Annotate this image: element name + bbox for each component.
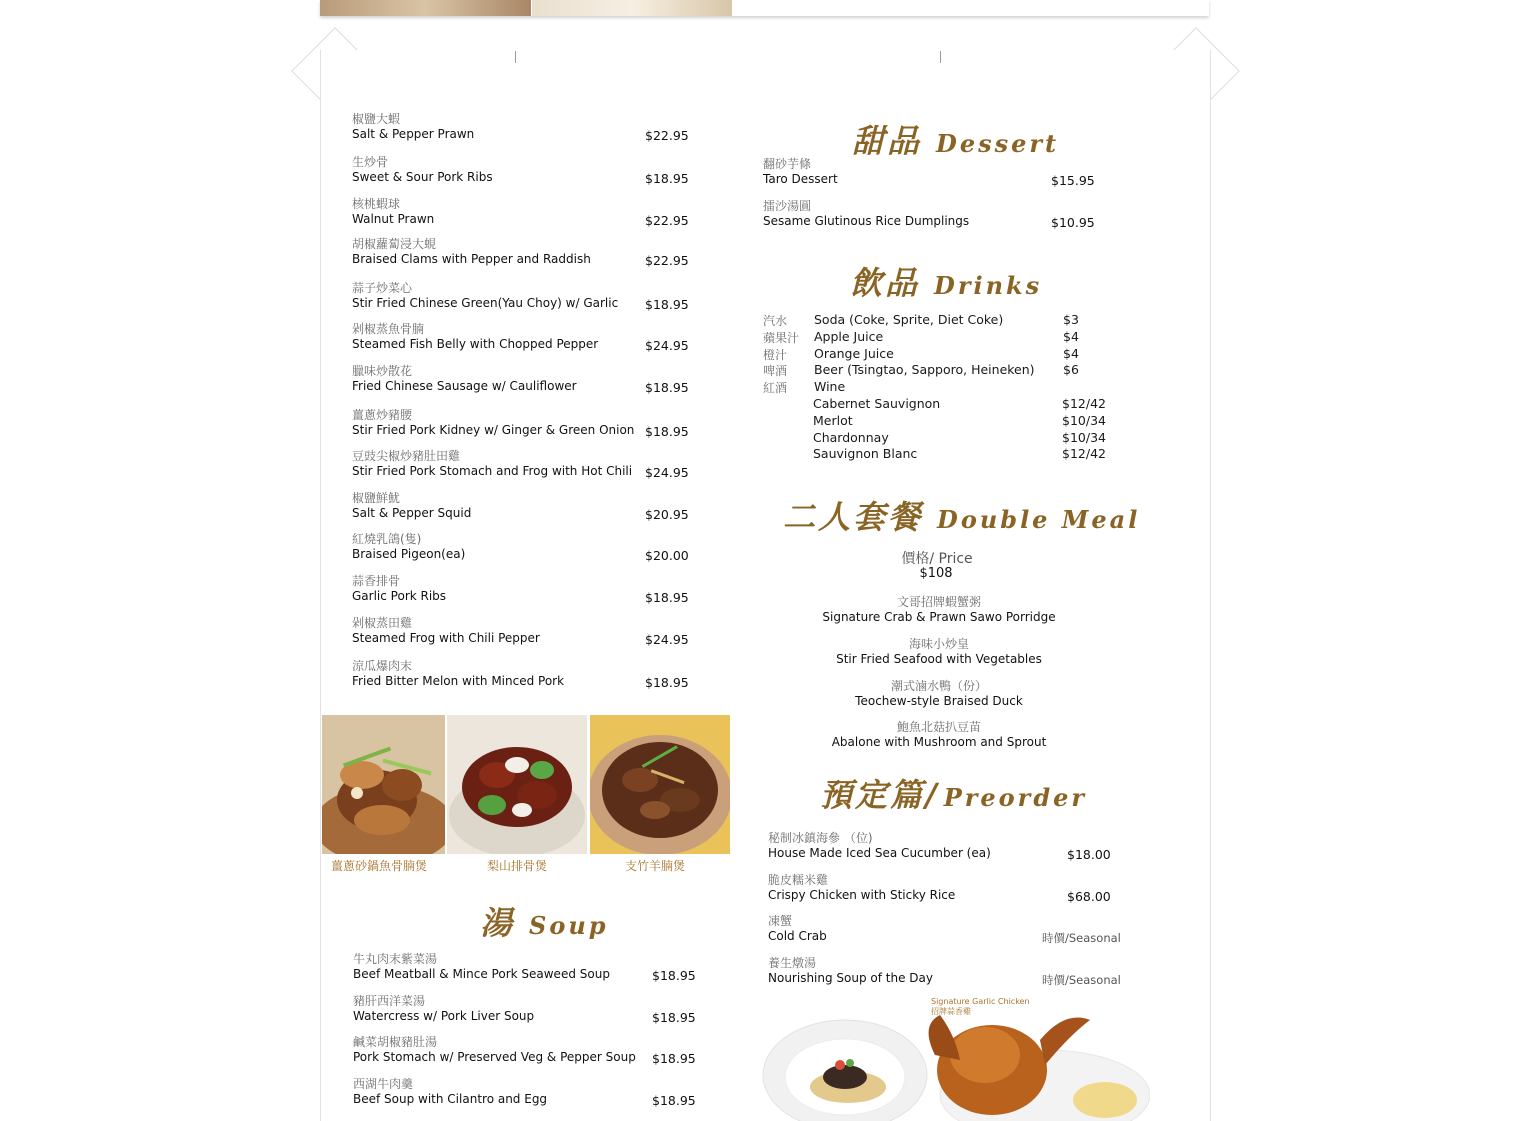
drink-english-name: Wine — [814, 379, 846, 395]
menu-item-chinese-name: 紅燒乳鴿(隻) — [352, 532, 422, 546]
menu-item-price: $24.95 — [645, 632, 689, 647]
menu-item-chinese-name: 翻砂芋條 — [763, 157, 812, 171]
menu-item — [353, 1035, 636, 1065]
menu-item-price: $18.00 — [1067, 847, 1111, 862]
soup-heading-zh: 湯 — [480, 904, 516, 942]
menu-item-price: $18.95 — [652, 1051, 696, 1066]
menu-item — [352, 574, 446, 604]
double-meal-item-chinese: 潮式滷水鴨（份） — [890, 679, 988, 693]
menu-item-english-name: Salt & Pepper Prawn — [352, 127, 475, 141]
menu-item-english-name: Fried Chinese Sausage w/ Cauliflower — [352, 379, 577, 393]
photo-caption: 梨山排骨煲 — [487, 859, 548, 873]
wine-price: $12/42 — [1062, 396, 1106, 411]
double-meal-item-english: Teochew-style Braised Duck — [855, 694, 1023, 708]
menu-item-english-name: Sweet & Sour Pork Ribs — [352, 170, 493, 184]
menu-item-chinese-name: 牛丸肉末紫菜湯 — [353, 952, 438, 966]
menu-item-english-name: Beef Soup with Cilantro and Egg — [353, 1092, 548, 1106]
menu-item-chinese-name: 蒜子炒菜心 — [352, 281, 413, 295]
garlic-chicken-label-en: Signature Garlic Chicken — [931, 997, 1030, 1006]
drinks-heading — [850, 258, 1042, 304]
soup-heading — [480, 898, 609, 944]
double-meal-item-english: Signature Crab & Prawn Sawo Porridge — [822, 610, 1056, 624]
menu-item — [352, 112, 474, 142]
menu-item-english-name: Pork Stomach w/ Preserved Veg & Pepper Soup — [353, 1050, 636, 1064]
menu-item — [352, 364, 577, 394]
menu-item-chinese-name: 核桃蝦球 — [352, 197, 401, 211]
preorder-heading-en: Preorder — [943, 783, 1088, 812]
menu-item — [353, 1077, 547, 1107]
menu-item-english-name: Cold Crab — [768, 929, 827, 943]
menu-item-chinese-name: 涼瓜爆肉末 — [352, 659, 413, 673]
menu-item-price: $18.95 — [652, 1010, 696, 1025]
double-meal-heading-en: Double Meal — [937, 505, 1141, 534]
menu-item-price: $20.95 — [645, 507, 689, 522]
menu-item-chinese-name: 脆皮糯米雞 — [768, 873, 829, 887]
previous-page-photo — [532, 0, 732, 16]
menu-item — [352, 281, 618, 311]
menu-item-english-name: Fried Bitter Melon with Minced Pork — [352, 674, 565, 688]
menu-item-chinese-name: 剁椒蒸魚骨腩 — [352, 322, 425, 336]
pork-ribs-claypot-photo — [447, 715, 587, 854]
menu-item — [352, 322, 598, 352]
photo-caption: 薑蔥砂鍋魚骨腩煲 — [331, 859, 428, 873]
wine-price: $12/42 — [1062, 446, 1106, 462]
drink-price: $6 — [1063, 362, 1079, 378]
photo-caption: 支竹羊腩煲 — [625, 859, 686, 873]
drinks-heading-en: Drinks — [934, 271, 1043, 300]
menu-item — [768, 956, 933, 986]
menu-item-english-name: Garlic Pork Ribs — [352, 589, 447, 603]
menu-item-english-name: Watercress w/ Pork Liver Soup — [353, 1009, 535, 1023]
menu-item-chinese-name: 養生燉湯 — [768, 956, 817, 970]
drink-english-name: Orange Juice — [814, 345, 894, 361]
drink-english-name: Apple Juice — [814, 328, 884, 344]
menu-item — [768, 914, 827, 944]
menu-item-price: $18.95 — [645, 424, 689, 439]
soup-heading-en: Soup — [529, 911, 609, 940]
double-meal-item-chinese: 海味小炒皇 — [908, 637, 970, 651]
menu-item — [763, 199, 969, 229]
menu-item — [352, 155, 493, 185]
menu-item-price: $15.95 — [1051, 173, 1095, 188]
menu-item-price: $18.95 — [645, 380, 689, 395]
wine-name: Cabernet Sauvignon — [813, 396, 941, 411]
menu-item — [352, 491, 471, 521]
menu-item — [352, 197, 434, 227]
wine-price: $10/34 — [1062, 412, 1106, 428]
double-meal-item-chinese: 鮑魚北菇扒豆苗 — [896, 720, 982, 734]
menu-item — [763, 157, 838, 187]
menu-item-english-name: Nourishing Soup of the Day — [768, 971, 933, 985]
menu-item-english-name: Taro Dessert — [763, 172, 838, 186]
menu-item-price: $18.95 — [652, 1093, 696, 1108]
drink-price: $3 — [1063, 312, 1079, 327]
menu-item-chinese-name: 胡椒蘿蔔浸大蜆 — [352, 237, 437, 251]
menu-item-chinese-name: 豬肝西洋菜湯 — [353, 994, 426, 1008]
menu-item-chinese-name: 臘味炒散花 — [352, 364, 413, 378]
menu-item-price: 時價/Seasonal — [1042, 973, 1121, 987]
menu-item-price: $18.95 — [645, 297, 689, 312]
menu-item-price: $18.95 — [645, 590, 689, 605]
double-meal-heading — [783, 492, 1140, 538]
menu-item-price: $18.95 — [652, 968, 696, 983]
menu-item-chinese-name: 鹹菜胡椒豬肚湯 — [353, 1035, 438, 1049]
lamb-belly-claypot-photo — [590, 715, 730, 854]
menu-item-english-name: Stir Fried Pork Stomach and Frog with Hot Chili — [352, 464, 633, 478]
menu-item-chinese-name: 凍蟹 — [768, 914, 793, 928]
menu-item — [352, 449, 632, 479]
menu-item-english-name: Braised Pigeon(ea) — [352, 547, 466, 561]
menu-item — [353, 952, 610, 982]
fold-mark — [515, 51, 516, 63]
dessert-heading — [852, 116, 1059, 162]
menu-item-chinese-name: 蒜香排骨 — [352, 574, 401, 588]
menu-item-price: $20.00 — [645, 548, 689, 563]
dessert-heading-zh: 甜品 — [852, 122, 923, 160]
drink-chinese-name: 紅酒 — [763, 381, 788, 396]
menu-item-chinese-name: 薑蔥炒豬腰 — [352, 408, 413, 422]
menu-item-price: $22.95 — [645, 253, 689, 268]
menu-item-english-name: Walnut Prawn — [352, 212, 435, 226]
menu-item-chinese-name: 椒鹽大蝦 — [352, 112, 401, 126]
menu-item-chinese-name: 擂沙湯圓 — [763, 199, 812, 213]
menu-item-english-name: Steamed Frog with Chili Pepper — [352, 631, 540, 645]
drink-english-name: Soda (Coke, Sprite, Diet Coke) — [814, 312, 1004, 327]
drink-chinese-name: 汽水 — [763, 314, 788, 328]
wine-name: Chardonnay — [813, 429, 889, 445]
double-meal-price: $108 — [919, 566, 953, 581]
menu-item-price: $22.95 — [645, 128, 689, 143]
double-meal-price-label: 價格/ Price — [901, 551, 973, 567]
menu-item — [353, 994, 534, 1024]
menu-item-chinese-name: 生炒骨 — [352, 155, 389, 169]
previous-page-photo — [320, 0, 531, 16]
menu-item-price: $24.95 — [645, 465, 689, 480]
wine-price: $10/34 — [1062, 429, 1106, 445]
menu-item-price: 時價/Seasonal — [1042, 931, 1121, 945]
menu-item-price: $18.95 — [645, 675, 689, 690]
fold-mark — [940, 51, 941, 63]
menu-item-price: $68.00 — [1067, 889, 1111, 904]
menu-item-english-name: Salt & Pepper Squid — [352, 506, 472, 520]
menu-item-english-name: Stir Fried Chinese Green(Yau Choy) w/ Garlic — [352, 296, 619, 310]
menu-item-english-name: Braised Clams with Pepper and Raddish — [352, 252, 591, 266]
menu-item — [352, 408, 634, 438]
wine-name: Merlot — [813, 412, 853, 428]
fish-belly-claypot-photo — [322, 715, 445, 854]
drink-chinese-name: 橙汁 — [763, 347, 788, 362]
double-meal-item-english: Abalone with Mushroom and Sprout — [831, 735, 1047, 749]
drink-chinese-name: 蘋果汁 — [763, 330, 800, 345]
menu-item-price: $22.95 — [645, 213, 689, 228]
drink-english-name: Beer (Tsingtao, Sapporo, Heineken) — [814, 362, 1035, 378]
menu-item — [352, 659, 564, 689]
garlic-chicken-label-zh: 招牌蒜香雞 — [931, 1007, 971, 1016]
double-meal-heading-zh: 二人套餐 — [783, 498, 924, 536]
menu-item-english-name: Beef Meatball & Mince Pork Seaweed Soup — [353, 967, 610, 981]
menu-item — [768, 831, 991, 861]
menu-item-english-name: House Made Iced Sea Cucumber (ea) — [768, 846, 991, 860]
menu-item-english-name: Sesame Glutinous Rice Dumplings — [763, 214, 970, 228]
menu-item-price: $18.95 — [645, 171, 689, 186]
drink-chinese-name: 啤酒 — [763, 364, 788, 379]
menu-item-chinese-name: 豆豉尖椒炒豬肚田雞 — [352, 449, 461, 463]
drink-price: $4 — [1063, 345, 1079, 361]
menu-item-english-name: Steamed Fish Belly with Chopped Pepper — [352, 337, 599, 351]
menu-item-english-name: Stir Fried Pork Kidney w/ Ginger & Green Onion — [352, 423, 635, 437]
double-meal-item-chinese: 文哥招牌蝦蟹粥 — [896, 595, 982, 609]
menu-item-chinese-name: 剁椒蒸田雞 — [352, 616, 413, 630]
drinks-heading-zh: 飲品 — [850, 264, 921, 302]
preorder-heading — [820, 770, 1087, 816]
menu-item-price: $24.95 — [645, 338, 689, 353]
drink-price: $4 — [1063, 328, 1079, 344]
dessert-heading-en: Dessert — [936, 129, 1060, 158]
menu-item — [352, 237, 591, 267]
garlic-chicken-label — [931, 997, 1030, 1017]
preorder-heading-zh: 預定篇/ — [820, 776, 940, 814]
menu-item-price: $10.95 — [1051, 215, 1095, 230]
menu-item-english-name: Crispy Chicken with Sticky Rice — [768, 888, 956, 902]
menu-item-chinese-name: 西湖牛肉羹 — [353, 1077, 414, 1091]
wine-name: Sauvignon Blanc — [813, 446, 918, 462]
menu-item-chinese-name: 椒鹽鮮魷 — [352, 491, 401, 505]
menu-item — [352, 532, 465, 562]
double-meal-item-english: Stir Fried Seafood with Vegetables — [836, 652, 1042, 666]
menu-item — [352, 616, 540, 646]
menu-item-chinese-name: 秘制冰鎮海參 （位) — [768, 831, 873, 845]
menu-item — [768, 873, 955, 903]
